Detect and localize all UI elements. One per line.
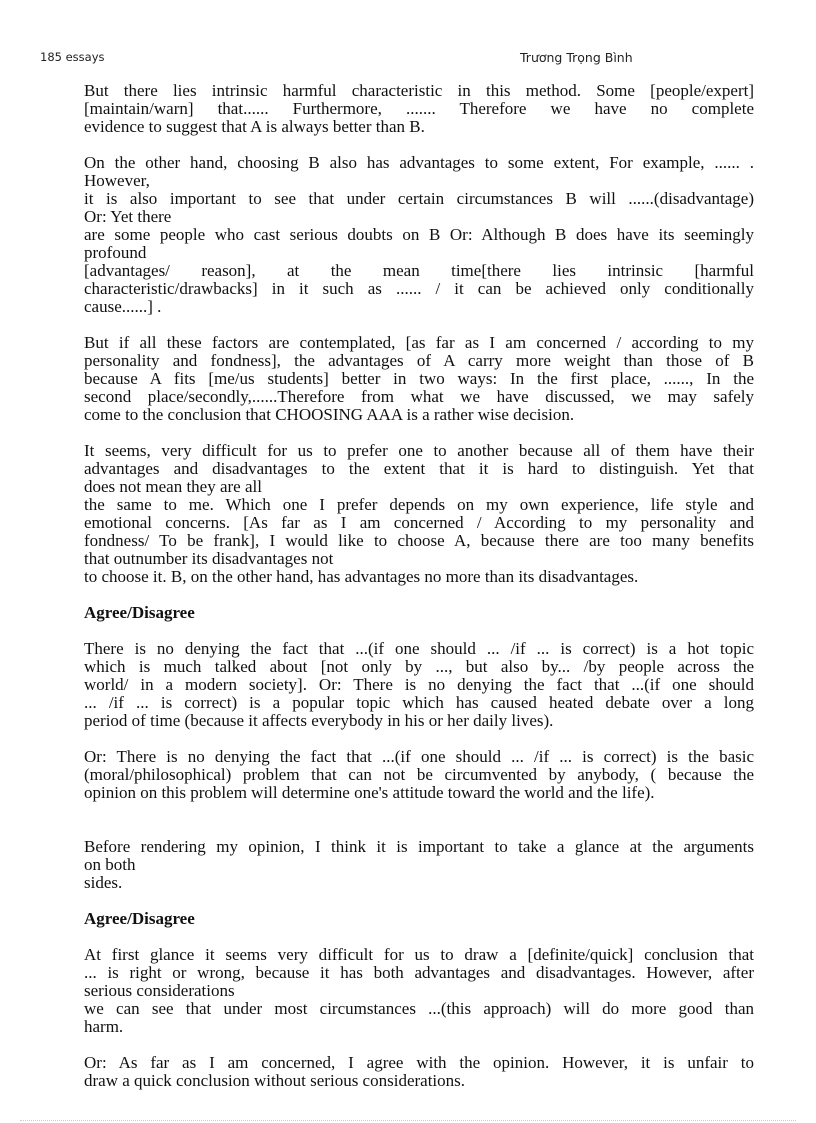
text-line: personality and fondness], the advantages of A carry more weight than those of B xyxy=(84,351,754,370)
paragraph xyxy=(84,82,754,136)
text-line: which is much talked about [not only by ..., but also by... /by people across the xyxy=(84,657,754,676)
text-line: [maintain/warn] that...... Furthermore, ....... Therefore we have no complete xyxy=(84,99,754,118)
text-line: sides. xyxy=(84,873,123,892)
paragraph xyxy=(84,334,754,424)
section-heading: Agree/Disagree xyxy=(84,603,195,622)
paragraph xyxy=(84,748,754,802)
text-line: on both xyxy=(84,855,136,874)
text-line: world/ in a modern society]. Or: There is no denying the fact that ...(if one should xyxy=(84,675,754,694)
text-line: Or: As far as I am concerned, I agree with the opinion. However, it is unfair to xyxy=(84,1053,754,1072)
text-line: characteristic/drawbacks] in it such as ...... / it can be achieved only conditionally xyxy=(84,279,754,298)
spacer xyxy=(84,820,754,838)
text-line: evidence to suggest that A is always better than B. xyxy=(84,117,425,136)
text-line: Before rendering my opinion, I think it is important to take a glance at the arguments xyxy=(84,837,754,856)
text-line: opinion on this problem will determine one's attitude toward the world and the life). xyxy=(84,783,655,802)
text-line: that outnumber its disadvantages not xyxy=(84,549,334,568)
paragraph xyxy=(84,1054,754,1090)
paragraph xyxy=(84,946,754,1036)
text-line: draw a quick conclusion without serious considerations. xyxy=(84,1071,466,1090)
text-line: advantages and disadvantages to the extent that it is hard to distinguish. Yet that xyxy=(84,459,754,478)
text-line: period of time (because it affects everybody in his or her daily lives). xyxy=(84,711,554,730)
text-line: emotional concerns. [As far as I am concerned / According to my personality and xyxy=(84,513,754,532)
text-line: However, xyxy=(84,171,150,190)
text-line: On the other hand, choosing B also has advantages to some extent, For example, ...... . xyxy=(84,153,754,172)
paragraph xyxy=(84,442,754,586)
text-line: harm. xyxy=(84,1017,124,1036)
text-line: because A fits [me/us students] better in two ways: In the first place, ......, In the xyxy=(84,369,754,388)
text-line: There is no denying the fact that ...(if one should ... /if ... is correct) is a hot topic xyxy=(84,639,754,658)
text-line: Or: There is no denying the fact that ...(if one should ... /if ... is correct) is the basic xyxy=(84,747,754,766)
text-line: Or: Yet there xyxy=(84,207,172,226)
text-line: (moral/philosophical) problem that can not be circumvented by anybody, ( because the xyxy=(84,765,754,784)
text-line: [advantages/ reason], at the mean time[there lies intrinsic [harmful xyxy=(84,261,754,280)
footer-divider xyxy=(20,1120,796,1121)
paragraph xyxy=(84,640,754,730)
text-line: are some people who cast serious doubts on B Or: Although B does have its seemingly xyxy=(84,225,754,244)
text-line: we can see that under most circumstances ...(this approach) will do more good than xyxy=(84,999,754,1018)
text-line: cause......] . xyxy=(84,297,162,316)
section-heading: Agree/Disagree xyxy=(84,909,195,928)
text-line: second place/secondly,......Therefore from what we have discussed, we may safely xyxy=(84,387,754,406)
text-line: But there lies intrinsic harmful characteristic in this method. Some [people/expert] xyxy=(84,81,754,100)
text-line: come to the conclusion that CHOOSING AAA is a rather wise decision. xyxy=(84,405,575,424)
text-line: It seems, very difficult for us to prefer one to another because all of them have their xyxy=(84,441,754,460)
text-line: the same to me. Which one I prefer depends on my own experience, life style and xyxy=(84,495,754,514)
document-body xyxy=(84,82,754,1108)
header-book-title: 185 essays xyxy=(40,50,105,64)
paragraph xyxy=(84,154,754,316)
text-line: it is also important to see that under certain circumstances B will ......(disadvantage) xyxy=(84,189,754,208)
header-author: Trương Trọng Bình xyxy=(520,50,633,65)
text-line: ... is right or wrong, because it has both advantages and disadvantages. However, after xyxy=(84,963,754,982)
text-line: to choose it. B, on the other hand, has advantages no more than its disadvantages. xyxy=(84,567,639,586)
text-line: fondness/ To be frank], I would like to choose A, because there are too many benefits xyxy=(84,531,754,550)
text-line: does not mean they are all xyxy=(84,477,262,496)
text-line: serious considerations xyxy=(84,981,235,1000)
page-header xyxy=(40,50,660,66)
text-line: But if all these factors are contemplated, [as far as I am concerned / according to my xyxy=(84,333,754,352)
text-line: profound xyxy=(84,243,147,262)
text-line: ... /if ... is correct) is a popular topic which has caused heated debate over a long xyxy=(84,693,754,712)
text-line: At first glance it seems very difficult for us to draw a [definite/quick] conclusion that xyxy=(84,945,754,964)
paragraph xyxy=(84,838,754,892)
